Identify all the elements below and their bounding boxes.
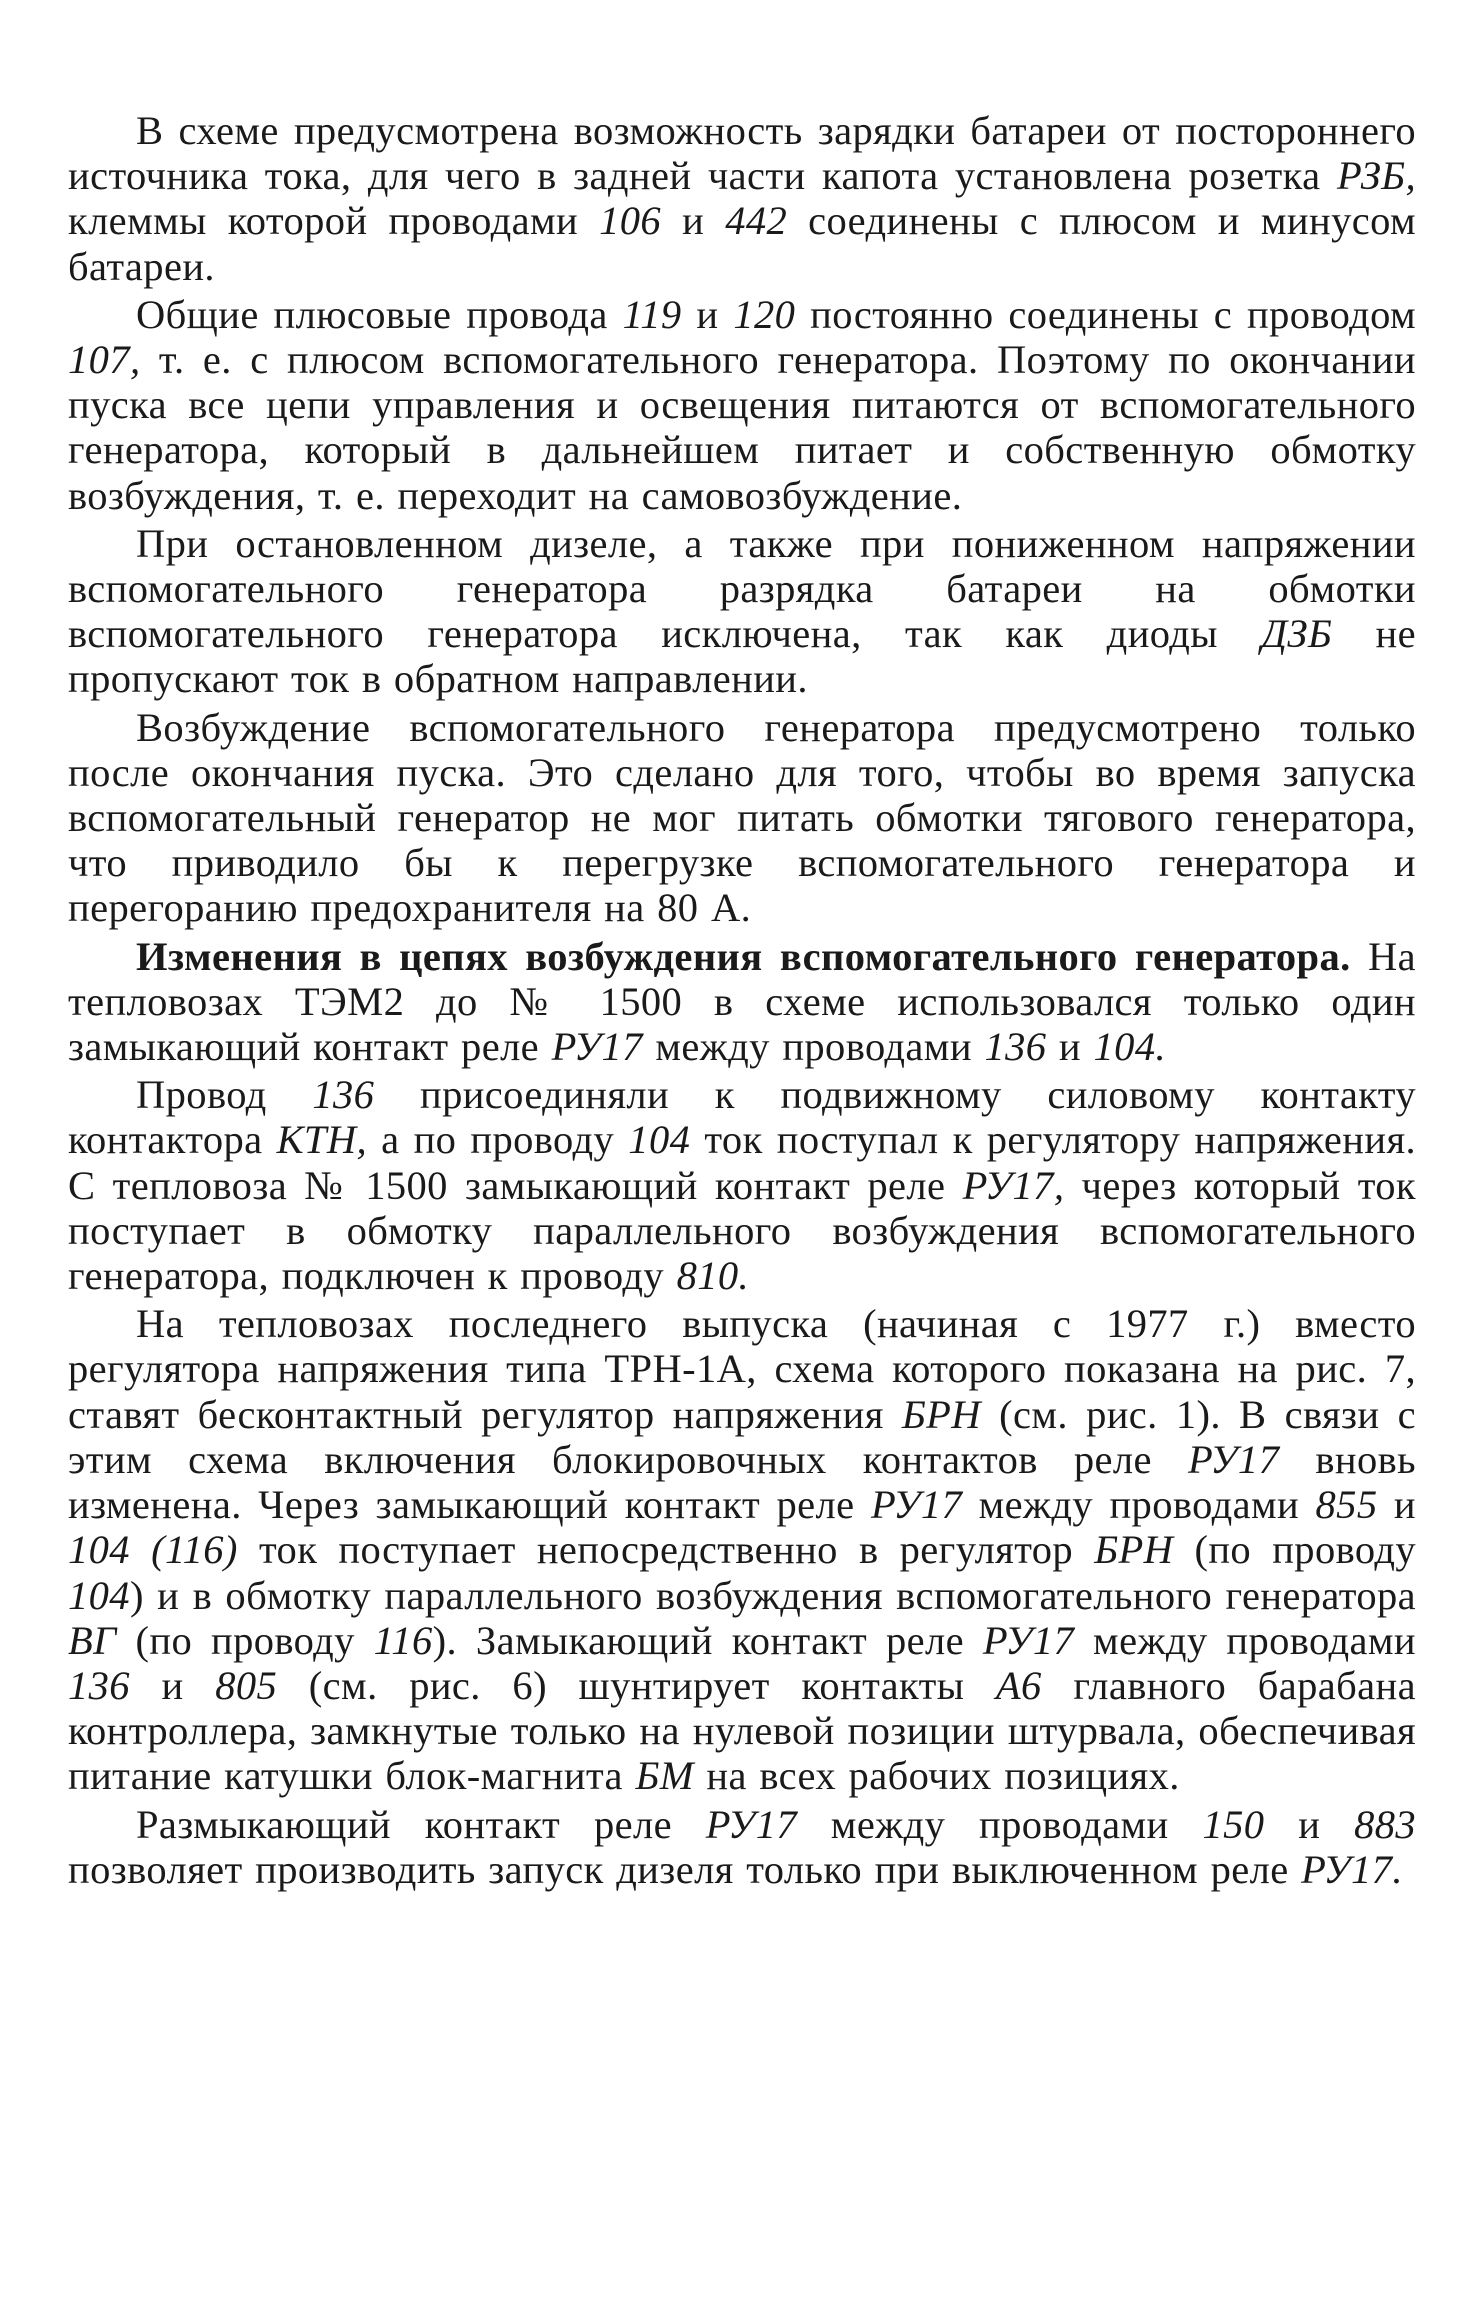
italic-term: 104 <box>68 1572 130 1618</box>
paragraph-excitation-changes <box>68 934 1416 1070</box>
italic-term: РУ17 <box>870 1482 963 1528</box>
text-run: через который ток поступает в обмотку параллельного возбуждения вспомогательного генератора, подключен к проводу <box>68 1162 1416 1299</box>
italic-term: 855 <box>1315 1482 1378 1528</box>
text-run: клеммы которой проводами <box>68 198 600 244</box>
italic-term: 120 <box>733 291 796 337</box>
italic-term: 810. <box>676 1253 750 1299</box>
text-run: На тепловозах ТЭМ2 до № 1500 в схеме использовался только один замыкающий контакт реле <box>68 933 1416 1070</box>
italic-term: ДЗБ <box>1261 611 1333 657</box>
italic-term: РУ17 <box>1188 1436 1280 1482</box>
text-run: и <box>661 198 726 244</box>
text-run: а по проводу <box>367 1117 629 1163</box>
italic-term: 119 <box>622 291 682 337</box>
bold-heading-text: Изменения в цепях возбуждения вспомогательного генератора. <box>136 933 1351 979</box>
text-run: ) и в обмотку параллельного возбуждения вспомогательного генератора <box>129 1572 1416 1618</box>
text-run: соединены с плюсом и минусом батареи. <box>68 198 1417 289</box>
text-run: и <box>681 291 734 337</box>
text-run: (см. рис. 1). В связи с этим схема включения блокировочных контактов реле <box>68 1391 1416 1482</box>
italic-term: 136 <box>68 1662 130 1708</box>
text-run: На тепловозах последнего выпуска (начиная с 1977 г.) вместо регулятора напряжения типа ТРН-1А, схема которого показана на рис. 7, ставят бесконтактный регулятор напряжения <box>68 1301 1416 1437</box>
text-run: между проводами <box>797 1801 1203 1847</box>
text-run: между проводами <box>642 1024 985 1070</box>
text-run: Провод <box>136 1072 313 1118</box>
paragraph-battery-discharge <box>68 521 1416 702</box>
italic-term: БРН <box>901 1391 981 1437</box>
italic-term: БРН <box>1094 1527 1174 1573</box>
italic-term: 107, <box>68 337 141 383</box>
paragraph-battery-charging <box>68 108 1416 289</box>
paragraph-plus-wires <box>68 292 1416 518</box>
text-run: на всех рабочих позициях. <box>693 1753 1180 1799</box>
italic-term: РУ17, <box>962 1162 1065 1208</box>
italic-term: РУ17 <box>982 1617 1075 1663</box>
text-run: постоянно соединены с проводом <box>795 291 1417 337</box>
italic-term: ВГ <box>68 1617 117 1663</box>
text-run: (по проводу <box>116 1617 374 1663</box>
text-run: и <box>1377 1482 1416 1528</box>
text-run: и <box>129 1662 216 1708</box>
text-run: т. е. с плюсом вспомогательного генератора. Поэтому по окончании пуска все цепи управления и освещения питаются от вспомогательного генератора, который в дальнейшем питает и собственную обмотку возбуждения, т. е. переходит на самовозбуждение. <box>68 337 1416 518</box>
italic-term: 104. <box>1093 1024 1166 1070</box>
text-run: вновь изменена. Через замыкающий контакт реле <box>68 1436 1416 1528</box>
italic-term: 116 <box>373 1617 433 1663</box>
text-run: позволяет производить запуск дизеля только при выключенном реле <box>68 1846 1302 1892</box>
text-run: и <box>1046 1024 1094 1070</box>
italic-term: А6 <box>995 1662 1042 1708</box>
paragraph-wire-136 <box>68 1072 1416 1298</box>
italic-term: РЗБ, <box>1336 153 1416 199</box>
italic-term: 104 <box>628 1117 691 1163</box>
text-run: ток поступал к регулятору напряжения. С тепловоза № 1500 замыкающий контакт реле <box>68 1117 1416 1208</box>
paragraph-break-contact <box>68 1802 1416 1892</box>
italic-term: 136 <box>984 1024 1047 1070</box>
italic-term: РУ17. <box>1301 1846 1403 1892</box>
italic-term: 136 <box>312 1072 375 1118</box>
text-run: и <box>1264 1801 1355 1847</box>
paragraph-latest-locomotives <box>68 1301 1416 1798</box>
text-run: между проводами <box>1074 1617 1416 1663</box>
text-run: В схеме предусмотрена возможность зарядки батареи от постороннего источника тока, для чего в задней части капота установлена розетка <box>68 108 1416 199</box>
italic-term: 104 (116) <box>68 1527 238 1573</box>
text-run: главного барабана контроллера, замкнутые только на нулевой позиции штурвала, обеспечивая питание катушки блок-магнита <box>68 1662 1416 1799</box>
text-run: Общие плюсовые провода <box>136 291 623 337</box>
italic-term: 442 <box>725 198 788 244</box>
text-run: (по проводу <box>1173 1527 1416 1573</box>
italic-term: КТН, <box>276 1117 368 1163</box>
italic-term: РУ17 <box>551 1024 643 1070</box>
text-run: Возбуждение вспомогательного генератора предусмотрено только после окончания пуска. Это сделано для того, чтобы во время запуска вспомогательный генератор не мог питать обмотки тягового генератора, что приводило бы к перегрузке вспомогательного генератора и перегоранию предохранителя на 80 А. <box>68 704 1416 931</box>
text-run: ). Замыкающий контакт реле <box>432 1617 983 1663</box>
text-run: ток поступает непосредственно в регулятор <box>237 1527 1095 1573</box>
italic-term: 150 <box>1202 1801 1265 1847</box>
text-run: не пропускают ток в обратном направлении. <box>68 611 1416 702</box>
italic-term: 805 <box>215 1662 278 1708</box>
text-run: присоединяли к подвижному силовому контакту контактора <box>68 1072 1416 1163</box>
text-run: между проводами <box>962 1482 1316 1528</box>
text-run: Размыкающий контакт реле <box>136 1801 706 1847</box>
document-page <box>68 108 1416 1892</box>
italic-term: 883 <box>1354 1801 1417 1847</box>
italic-term: БМ <box>635 1753 694 1799</box>
italic-term: РУ17 <box>705 1801 797 1847</box>
italic-term: 106 <box>599 198 662 244</box>
paragraph-excitation-after-start <box>68 705 1416 931</box>
text-run: (см. рис. 6) шунтирует контакты <box>277 1662 996 1708</box>
text-run: При остановленном дизеле, а также при пониженном напряжении вспомогательного генератора разрядка батареи на обмотки вспомогательного генератора исключена, так как диоды <box>68 520 1416 657</box>
